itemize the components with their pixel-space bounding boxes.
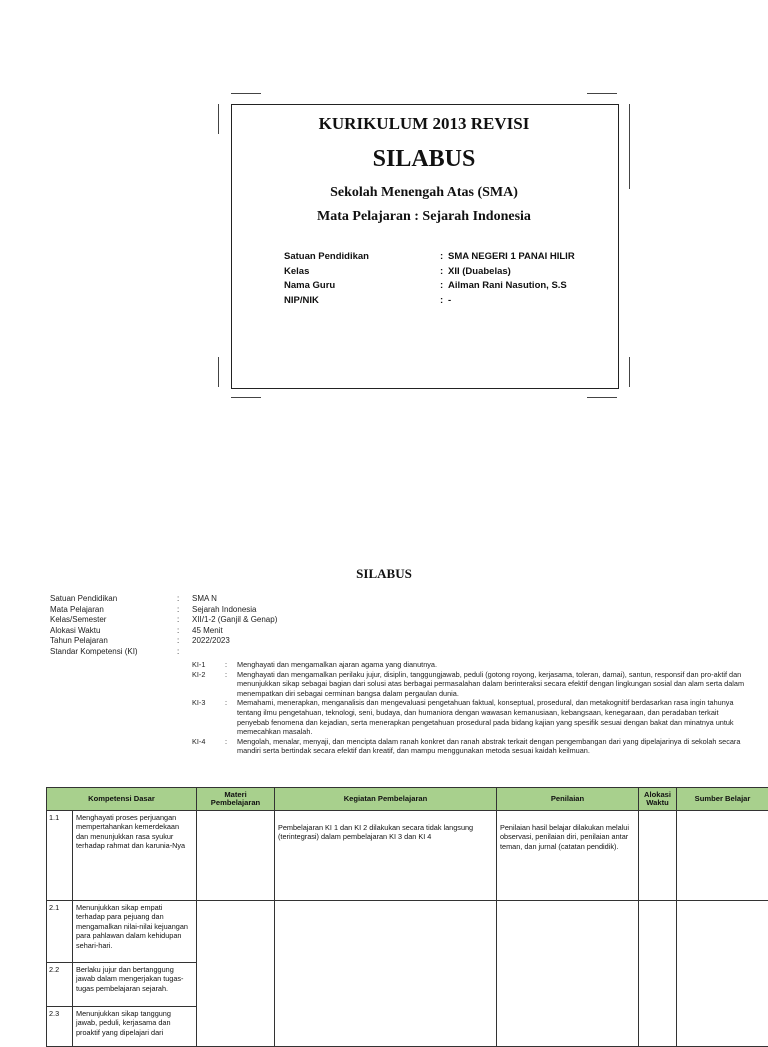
kegiatan-cell bbox=[275, 901, 497, 1047]
table-row bbox=[47, 901, 768, 963]
penilaian-cell bbox=[497, 811, 639, 901]
ki-text: Menghayati dan mengamalkan perilaku jujur, disiplin, tanggungjawab, peduli (gotong royong, kerjasama, toleran, damai), santun, responsif dan pro-aktif dan menunjukkan sikap sebagai bagian dari solusi atas berbagai permasalahan dalam berinteraksi secara efektif dengan lingkungan sosial dan alam serta dalam menempatkan diri sebagai cerminan bangsa dalam pergaulan dunia. bbox=[237, 670, 744, 698]
ki-item bbox=[192, 698, 752, 736]
ki-list bbox=[192, 660, 752, 756]
meta-label: Alokasi Waktu bbox=[50, 626, 100, 635]
corner-mark bbox=[629, 104, 630, 189]
info-value: Ailman Rani Nasution, S.S bbox=[448, 280, 567, 291]
info-colon: : bbox=[440, 266, 443, 277]
corner-mark bbox=[231, 397, 261, 398]
kd-number: 2.2 bbox=[47, 963, 73, 1007]
kd-text: Menunjukkan sikap tanggung jawab, peduli, kerjasama dan proaktif yang dipelajari dari bbox=[73, 1007, 197, 1047]
meta-colon: : bbox=[177, 605, 179, 614]
ki-code: KI-2 bbox=[192, 670, 205, 680]
cover-school-level: Sekolah Menengah Atas (SMA) bbox=[231, 185, 617, 201]
meta-label: Mata Pelajaran bbox=[50, 605, 104, 614]
meta-colon: : bbox=[177, 636, 179, 645]
meta-value: 45 Menit bbox=[192, 626, 223, 635]
sumber-cell bbox=[677, 811, 768, 901]
ki-code: KI-3 bbox=[192, 698, 205, 708]
info-value: - bbox=[448, 295, 451, 306]
info-colon: : bbox=[440, 295, 443, 306]
ki-item bbox=[192, 670, 752, 699]
ki-text: Mengolah, menalar, menyaji, dan mencipta dalam ranah konkret dan ranah abstrak terkait dengan pengembangan dari yang dipelajarinya di sekolah secara mandiri serta bertindak secara efektif dan kreatif, dan mampu menggunakan metoda sesuai kaidah keilmuan. bbox=[237, 737, 740, 756]
cover-title: SILABUS bbox=[231, 146, 617, 173]
materi-cell bbox=[197, 811, 275, 901]
kd-text: Menghayati proses perjuangan mempertahankan kemerdekaan dan menunjukkan rasa syukur terhadap rahmat dan karunia-Nya bbox=[73, 811, 197, 901]
info-value: SMA NEGERI 1 PANAI HILIR bbox=[448, 251, 575, 262]
sumber-cell bbox=[677, 901, 768, 1047]
ki-item bbox=[192, 737, 752, 756]
meta-label: Satuan Pendidikan bbox=[50, 594, 117, 603]
col-header-penilaian: Penilaian bbox=[497, 788, 639, 811]
kd-number: 2.1 bbox=[47, 901, 73, 963]
meta-value: SMA N bbox=[192, 594, 217, 603]
corner-mark bbox=[231, 93, 261, 94]
kd-text: Menunjukkan sikap empati terhadap para pejuang dan mengamalkan nilai-nilai kejuangan para pahlawan dalam kehidupan sehari-hari. bbox=[73, 901, 197, 963]
meta-colon: : bbox=[177, 626, 179, 635]
kd-number: 1.1 bbox=[47, 811, 73, 901]
info-label: Satuan Pendidikan bbox=[284, 251, 369, 262]
info-value: XII (Duabelas) bbox=[448, 266, 511, 277]
kegiatan-text: Pembelajaran KI 1 dan KI 2 dilakukan secara tidak langsung (terintegrasi) dalam pembelajaran KI 3 dan KI 4 bbox=[278, 823, 473, 841]
corner-mark bbox=[587, 93, 617, 94]
meta-value: XII/1-2 (Ganjil & Genap) bbox=[192, 615, 277, 624]
info-label: Nama Guru bbox=[284, 280, 335, 291]
info-colon: : bbox=[440, 280, 443, 291]
silabus-title: SILABUS bbox=[0, 566, 768, 582]
meta-label: Standar Kompetensi (KI) bbox=[50, 647, 138, 656]
kd-number: 2.3 bbox=[47, 1007, 73, 1047]
col-header-kd: Kompetensi Dasar bbox=[47, 788, 197, 811]
alokasi-cell bbox=[639, 901, 677, 1047]
info-label: NIP/NIK bbox=[284, 295, 319, 306]
col-header-kegiatan: Kegiatan Pembelajaran bbox=[275, 788, 497, 811]
kegiatan-cell bbox=[275, 811, 497, 901]
meta-value: 2022/2023 bbox=[192, 636, 230, 645]
col-header-sumber: Sumber Belajar bbox=[677, 788, 768, 811]
ki-code: KI-1 bbox=[192, 660, 205, 670]
info-colon: : bbox=[440, 251, 443, 262]
ki-code: KI-4 bbox=[192, 737, 205, 747]
corner-mark bbox=[629, 357, 630, 387]
info-label: Kelas bbox=[284, 266, 309, 277]
penilaian-text: Penilaian hasil belajar dilakukan melalui observasi, penilaian diri, penilaian antar teman, dan jurnal (catatan pendidik). bbox=[500, 823, 629, 851]
ki-colon: : bbox=[225, 698, 227, 708]
corner-mark bbox=[587, 397, 617, 398]
meta-colon: : bbox=[177, 647, 179, 656]
ki-text: Memahami, menerapkan, menganalisis dan mengevaluasi pengetahuan faktual, konseptual, prosedural, dan metakognitif berdasarkan rasa ingin tahunya tentang ilmu pengetahuan, teknologi, seni, budaya, dan humaniora dengan wawasan kemanusiaan, kebangsaan, kenegaraan, dan peradaban terkait penyebab fenomena dan kejadian, serta menerapkan pengetahuan prosedural pada bidang kajian yang spesifik sesuai dengan bakat dan minatnya untuk memecahkan masalah. bbox=[237, 698, 734, 736]
meta-label: Tahun Pelajaran bbox=[50, 636, 108, 645]
silabus-table bbox=[46, 787, 768, 1047]
corner-mark bbox=[218, 104, 219, 134]
kd-text: Berlaku jujur dan bertanggung jawab dalam mengerjakan tugas-tugas pembelajaran sejarah. bbox=[73, 963, 197, 1007]
cover-curriculum: KURIKULUM 2013 REVISI bbox=[231, 114, 617, 134]
meta-colon: : bbox=[177, 615, 179, 624]
col-header-materi: Materi Pembelajaran bbox=[197, 788, 275, 811]
ki-colon: : bbox=[225, 670, 227, 680]
corner-mark bbox=[218, 357, 219, 387]
col-header-alokasi: Alokasi Waktu bbox=[639, 788, 677, 811]
meta-colon: : bbox=[177, 594, 179, 603]
meta-value: Sejarah Indonesia bbox=[192, 605, 257, 614]
meta-label: Kelas/Semester bbox=[50, 615, 106, 624]
ki-text: Menghayati dan mengamalkan ajaran agama yang dianutnya. bbox=[237, 660, 437, 669]
materi-cell bbox=[197, 901, 275, 1047]
cover-subject: Mata Pelajaran : Sejarah Indonesia bbox=[231, 209, 617, 225]
table-header-row bbox=[47, 788, 768, 811]
alokasi-cell bbox=[639, 811, 677, 901]
cover-box bbox=[218, 93, 630, 398]
table-row bbox=[47, 811, 768, 901]
ki-item bbox=[192, 660, 752, 670]
ki-colon: : bbox=[225, 737, 227, 747]
penilaian-cell bbox=[497, 901, 639, 1047]
ki-colon: : bbox=[225, 660, 227, 670]
